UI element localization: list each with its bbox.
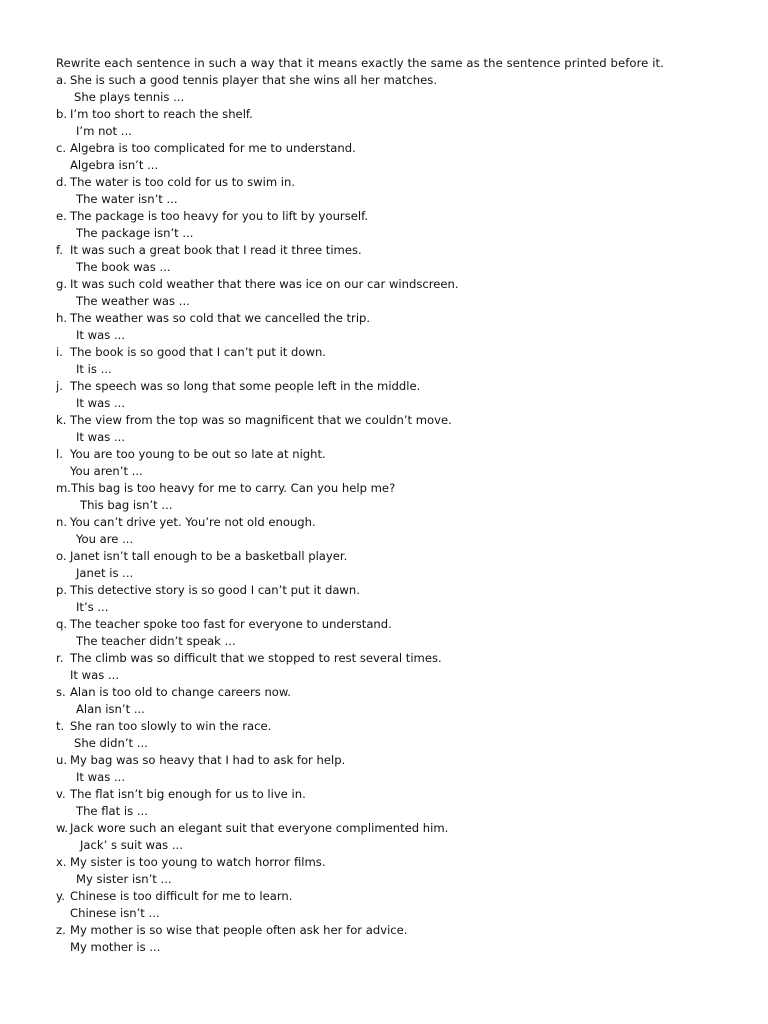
exercise-item-o <box>56 548 748 582</box>
answer-prompt: It was ... <box>76 770 126 784</box>
exercise-item-p <box>56 582 748 616</box>
answer-prompt: The water isn’t ... <box>76 192 178 206</box>
exercise-item-v <box>56 786 748 820</box>
answer-prompt: I’m not ... <box>76 124 132 138</box>
exercise-item-f <box>56 242 748 276</box>
answer-prompt: My mother is ... <box>70 940 161 954</box>
question-line <box>56 752 748 769</box>
answer-prompt: She didn’t ... <box>74 736 148 750</box>
exercise-item-u <box>56 752 748 786</box>
question-line <box>56 820 748 837</box>
item-letter: h. <box>56 311 68 325</box>
question-text: The flat isn’t big enough for us to live in. <box>70 787 306 801</box>
question-line <box>56 480 748 497</box>
question-line <box>56 548 748 565</box>
question-line <box>56 854 748 871</box>
question-line <box>56 412 748 429</box>
question-line <box>56 684 748 701</box>
exercise-item-r <box>56 650 748 684</box>
question-line <box>56 140 748 157</box>
answer-prompt: This bag isn’t ... <box>80 498 173 512</box>
answer-prompt: You are ... <box>76 532 134 546</box>
question-line <box>56 208 748 225</box>
question-text: Chinese is too difficult for me to learn. <box>70 889 293 903</box>
exercise-item-x <box>56 854 748 888</box>
question-line <box>56 514 748 531</box>
answer-prompt: It was ... <box>76 430 126 444</box>
question-line <box>56 616 748 633</box>
question-text: The view from the top was so magnificent that we couldn’t move. <box>70 413 452 427</box>
exercise-item-l <box>56 446 748 480</box>
answer-prompt: My sister isn’t ... <box>76 872 172 886</box>
item-letter: s. <box>56 685 66 699</box>
question-text: The teacher spoke too fast for everyone to understand. <box>70 617 392 631</box>
answer-prompt: You aren’t ... <box>70 464 143 478</box>
item-letter: b. <box>56 107 68 121</box>
item-letter: k. <box>56 413 67 427</box>
question-text: The book is so good that I can’t put it down. <box>70 345 326 359</box>
item-letter: a. <box>56 73 67 87</box>
question-text: It was such a great book that I read it three times. <box>70 243 362 257</box>
question-text: You can’t drive yet. You’re not old enough. <box>70 515 316 529</box>
answer-prompt: The teacher didn’t speak ... <box>76 634 236 648</box>
answer-prompt: Chinese isn’t ... <box>70 906 160 920</box>
exercise-item-b <box>56 106 748 140</box>
item-letter: g. <box>56 277 68 291</box>
item-letter: p. <box>56 583 68 597</box>
question-text: My sister is too young to watch horror films. <box>70 855 326 869</box>
item-letter: q. <box>56 617 68 631</box>
question-line <box>56 582 748 599</box>
question-line <box>56 786 748 803</box>
item-letter: i. <box>56 345 63 359</box>
answer-prompt: It was ... <box>76 328 126 342</box>
question-line <box>56 446 748 463</box>
item-letter: v. <box>56 787 66 801</box>
item-letter: d. <box>56 175 68 189</box>
question-line <box>56 922 748 939</box>
item-letter: y. <box>56 889 65 903</box>
question-text: I’m too short to reach the shelf. <box>70 107 253 121</box>
question-text: It was such cold weather that there was ice on our car windscreen. <box>70 277 459 291</box>
item-letter: u. <box>56 753 68 767</box>
answer-prompt: It was ... <box>70 668 120 682</box>
exercise-item-c <box>56 140 748 174</box>
item-letter: m. <box>56 481 71 495</box>
exercise-item-h <box>56 310 748 344</box>
question-text: The speech was so long that some people left in the middle. <box>70 379 421 393</box>
question-line <box>56 72 748 89</box>
question-text: The climb was so difficult that we stopped to rest several times. <box>70 651 442 665</box>
question-text: She ran too slowly to win the race. <box>70 719 272 733</box>
exercise-item-q <box>56 616 748 650</box>
answer-prompt: It was ... <box>76 396 126 410</box>
answer-prompt: It is ... <box>76 362 112 376</box>
question-text: Janet isn’t tall enough to be a basketball player. <box>70 549 348 563</box>
question-text: This detective story is so good I can’t put it dawn. <box>70 583 360 597</box>
item-letter: f. <box>56 243 63 257</box>
item-letter: t. <box>56 719 65 733</box>
answer-prompt: It’s ... <box>76 600 109 614</box>
answer-prompt: The weather was ... <box>76 294 190 308</box>
item-letter: r. <box>56 651 64 665</box>
exercise-item-e <box>56 208 748 242</box>
item-letter: x. <box>56 855 67 869</box>
question-line <box>56 344 748 361</box>
question-text: This bag is too heavy for me to carry. Can you help me? <box>70 481 396 495</box>
exercise-item-j <box>56 378 748 412</box>
item-letter: c. <box>56 141 67 155</box>
answer-prompt: She plays tennis ... <box>74 90 185 104</box>
item-letter: e. <box>56 209 67 223</box>
question-text: Algebra is too complicated for me to understand. <box>70 141 356 155</box>
question-text: Jack wore such an elegant suit that everyone complimented him. <box>70 821 449 835</box>
question-text: The water is too cold for us to swim in. <box>70 175 296 189</box>
exercise-item-n <box>56 514 748 548</box>
item-letter: n. <box>56 515 68 529</box>
answer-prompt: Janet is ... <box>76 566 134 580</box>
item-letter: w. <box>56 821 69 835</box>
exercise-item-k <box>56 412 748 446</box>
question-text: My bag was so heavy that I had to ask for help. <box>70 753 346 767</box>
answer-prompt: Jack’ s suit was ... <box>80 838 183 852</box>
exercise-item-a <box>56 72 748 106</box>
item-letter: o. <box>56 549 67 563</box>
exercise-item-g <box>56 276 748 310</box>
question-text: You are too young to be out so late at night. <box>70 447 326 461</box>
question-text: She is such a good tennis player that she wins all her matches. <box>70 73 438 87</box>
question-line <box>56 174 748 191</box>
question-text: Alan is too old to change careers now. <box>70 685 291 699</box>
exercise-item-t <box>56 718 748 752</box>
answer-prompt: The book was ... <box>76 260 171 274</box>
exercise-item-i <box>56 344 748 378</box>
exercise-item-y <box>56 888 748 922</box>
question-line <box>56 888 748 905</box>
question-text: The weather was so cold that we cancelled the trip. <box>70 311 371 325</box>
item-letter: z. <box>56 923 66 937</box>
answer-prompt: Alan isn’t ... <box>76 702 145 716</box>
item-letter: l. <box>56 447 63 461</box>
exercise-item-m <box>56 480 748 514</box>
answer-prompt: The flat is ... <box>76 804 148 818</box>
exercise-item-z <box>56 922 748 956</box>
exercise-item-s <box>56 684 748 718</box>
item-letter: j. <box>56 379 63 393</box>
answer-prompt: The package isn’t ... <box>76 226 194 240</box>
answer-prompt: Algebra isn’t ... <box>70 158 159 172</box>
question-line <box>56 106 748 123</box>
question-line <box>56 242 748 259</box>
exercise-item-w <box>56 820 748 854</box>
exercise-item-d <box>56 174 748 208</box>
question-line <box>56 310 748 327</box>
question-line <box>56 650 748 667</box>
question-line <box>56 276 748 293</box>
instruction-text: Rewrite each sentence in such a way that it means exactly the same as the sentence printed before it. <box>56 56 664 70</box>
question-text: The package is too heavy for you to lift by yourself. <box>70 209 369 223</box>
question-line <box>56 378 748 395</box>
question-text: My mother is so wise that people often ask her for advice. <box>70 923 408 937</box>
question-line <box>56 718 748 735</box>
